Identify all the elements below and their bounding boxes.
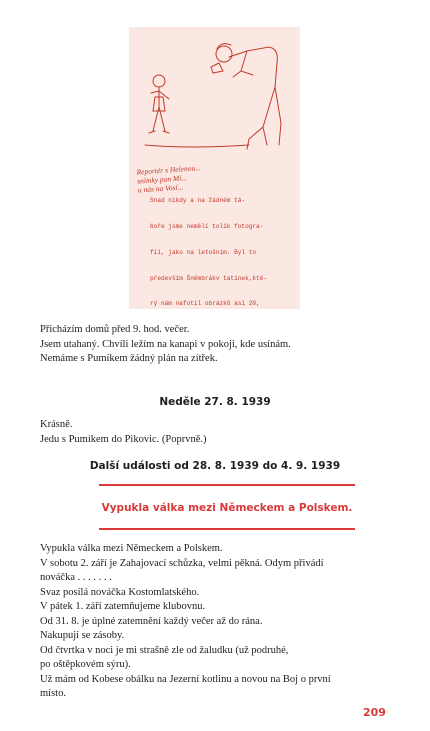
divider-bottom [99,528,355,530]
text-line: nováčka . . . . . . . [40,572,112,583]
text-line: Přicházím domů před 9. hod. večer. [40,324,190,335]
war-heading: Vypukla válka mezi Německem a Polskem. [101,502,353,514]
text-line: V sobotu 2. září je Zahajovací schůzka, velmi pěkná. Odym přivádí [40,557,324,569]
page-number: 209 [363,706,386,719]
text-line: Vypukla válka mezi Německem a Polskem. [40,543,223,554]
text-line: Krásně. [40,419,73,430]
text-line: Od 31. 8. je úplné zatemnění každý večer až do rána. [40,615,263,627]
caption-line: snímky pan Mí... [136,173,188,186]
text-line: Nemáme s Pumíkem žádný plán na zítřek. [40,353,218,364]
text-line: po oštěpkovém sýru). [40,659,131,670]
sunday-heading: Neděle 27. 8. 1939 [159,396,271,408]
caption-line: Reportér s Helenou... [136,163,202,177]
typed-line: především Šněmbrákv tatínek,ktě- [150,274,268,282]
caption-line: u nás na Vosí... [137,182,184,195]
text-line: Jsem utahaný. Chvíli ležím na kanapi v pokoji, kde usínám. [40,338,291,350]
text-line: Nakupují se zásoby. [40,630,125,641]
text-line: V pátek 1. září zatemňujeme klubovnu. [40,601,206,612]
text-line: Od čtvrtka v noci je mi strašně zle od žaludku (už podruhé, [40,644,289,656]
war-paragraph [40,542,331,702]
sunday-paragraph [40,418,207,447]
divider-top [99,484,355,486]
text-line: místo. [40,688,66,699]
text-line: Už mám od Kobese obálku na Jezerní kotlinu a novou na Boj o první [40,673,331,685]
text-line: Svaz posílá nováčka Kostomlatského. [40,586,200,598]
typed-line: boře jsme neměli tolik fotogra- [150,222,264,230]
intro-paragraph [40,323,291,367]
text-line: Jedu s Pumíkem do Pikovic. (Poprvně.) [40,433,207,445]
typed-text-block [150,180,296,309]
events-heading: Další události od 28. 8. 1939 do 4. 9. 1939 [89,460,341,472]
typed-line: rý nám nafotil obrázků asi 20, [150,300,260,308]
illustration-panel [129,27,300,309]
typed-line: fií, jako na letošním. Byl to [150,248,257,256]
typed-line: Snad nikdy a na žádném tá- [150,197,246,205]
